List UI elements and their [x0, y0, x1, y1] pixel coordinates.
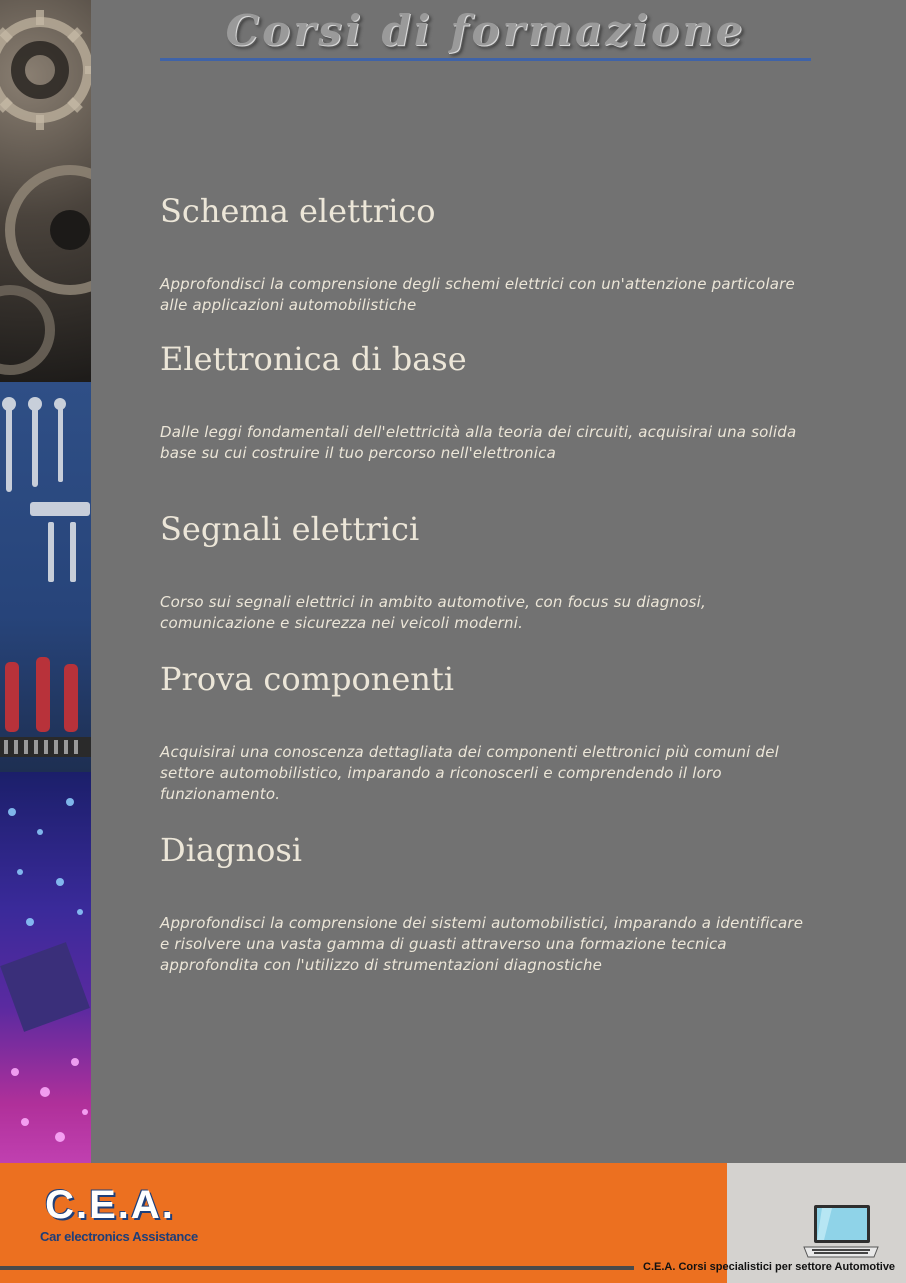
course-title: Diagnosi [160, 831, 302, 869]
course-description: Approfondisci la comprensione dei sistemi automobilistici, imparando a identificare e risolvere una vasta gamma di guasti attraverso una formazione tecnica approfondita con l'utilizzo di strumentazioni diagnostiche [160, 914, 804, 974]
logo-text: C.E.A. [45, 1183, 175, 1227]
circuit-board-image [0, 772, 91, 1163]
tools-image [0, 382, 91, 772]
page-header [160, 6, 811, 60]
cea-logo [40, 1183, 198, 1253]
page-title: Corsi di formazione [225, 6, 746, 55]
course-title: Elettronica di base [160, 340, 467, 378]
logo-subtitle: Car electronics Assistance [40, 1229, 198, 1244]
side-image-strip [0, 0, 91, 1163]
footer-tagline: C.E.A. Corsi specialistici per settore Automotive [643, 1261, 896, 1273]
title-underline [160, 58, 811, 61]
course-description: Corso sui segnali elettrici in ambito automotive, con focus su diagnosi, comunicazione e sicurezza nei veicoli moderni. [160, 593, 706, 632]
footer [0, 1163, 906, 1283]
course-description: Approfondisci la comprensione degli schemi elettrici con un'attenzione particolare alle applicazioni automobilistiche [160, 275, 795, 314]
laptop-icon [802, 1203, 880, 1261]
course-description: Acquisirai una conoscenza dettagliata dei componenti elettronici più comuni del settore automobilistico, imparando a riconoscerli e comprendendo il loro funzionamento. [160, 743, 780, 803]
gears-image [0, 0, 91, 382]
course-title: Schema elettrico [160, 192, 436, 230]
course-title: Segnali elettrici [160, 510, 420, 548]
footer-divider [0, 1266, 634, 1270]
course-title: Prova componenti [160, 660, 454, 698]
course-description: Dalle leggi fondamentali dell'elettricità alla teoria dei circuiti, acquisirai una solida base su cui costruire il tuo percorso nell'elettronica [160, 423, 797, 462]
